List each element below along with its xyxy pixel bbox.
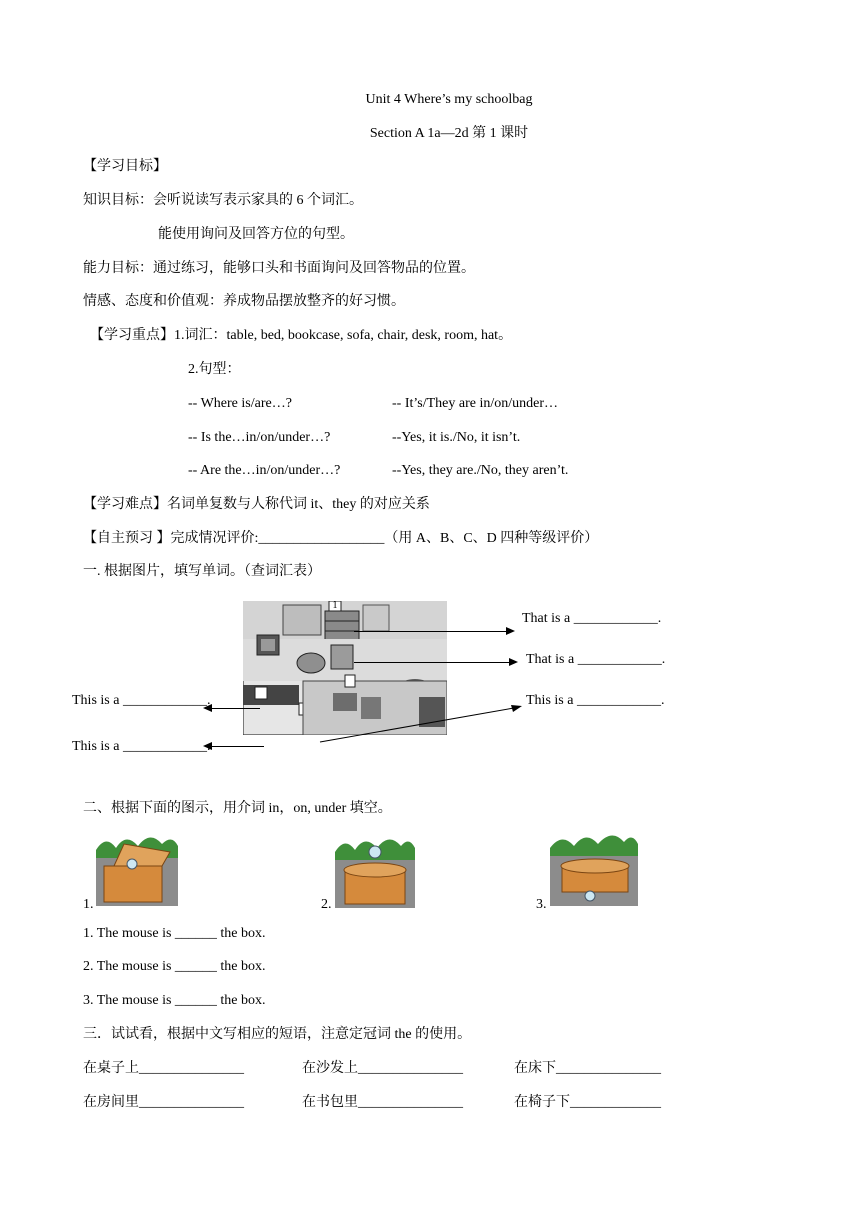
attitude-objective: 情感、态度和价值观：养成物品摆放整齐的好习惯。 bbox=[83, 294, 405, 309]
box-picture-under bbox=[550, 828, 638, 906]
section3-title: 三．试试看，根据中文写相应的短语，注意定冠词 the 的使用。 bbox=[83, 1027, 472, 1042]
pattern-question-3: -- Are the…in/on/under…? bbox=[188, 463, 341, 478]
phrase-item: 在床下_______________ bbox=[514, 1061, 661, 1076]
arrow-line-4 bbox=[212, 708, 260, 709]
preview-evaluation: 【自主预习 】完成情况评价:__________________（用 A、B、C、D 四种等级评价） bbox=[83, 531, 599, 546]
phrase-item: 在沙发上_______________ bbox=[302, 1061, 463, 1076]
box-label-2: 2. bbox=[321, 897, 332, 912]
question-3: 3. The mouse is ______ the box. bbox=[83, 993, 266, 1008]
ability-objective: 能力目标：通过练习，能够口头和书面询问及回答物品的位置。 bbox=[83, 261, 475, 276]
arrow-diagonal bbox=[318, 700, 524, 746]
objectives-heading: 【学习目标】 bbox=[83, 159, 167, 174]
pattern-question-1: -- Where is/are…? bbox=[188, 396, 292, 411]
box-label-1: 1. bbox=[83, 897, 94, 912]
question-2: 2. The mouse is ______ the box. bbox=[83, 959, 266, 974]
knowledge-objective: 知识目标：会听说读写表示家具的 6 个词汇。 bbox=[83, 193, 363, 208]
phrase-item: 在桌子上_______________ bbox=[83, 1061, 244, 1076]
arrow-line-2 bbox=[354, 662, 509, 663]
pattern-answer-2: --Yes, it is./No, it isn’t. bbox=[392, 430, 521, 445]
pattern-question-2: -- Is the…in/on/under…? bbox=[188, 430, 331, 445]
section2-title: 二、根据下面的图示，用介词 in，on, under 填空。 bbox=[83, 801, 392, 816]
box-picture-in bbox=[96, 830, 178, 906]
sentence-left-1: This is a ____________. bbox=[72, 693, 211, 708]
picture-number-label: 1 bbox=[332, 600, 338, 611]
sentence-right-3: This is a ____________. bbox=[526, 693, 665, 708]
sentence-right-1: That is a ____________. bbox=[522, 611, 662, 626]
phrase-item: 在书包里_______________ bbox=[302, 1095, 463, 1110]
arrow-head-1 bbox=[506, 627, 515, 635]
box-picture-on bbox=[335, 830, 415, 908]
phrase-item: 在椅子下_____________ bbox=[514, 1095, 661, 1110]
arrow-line-1 bbox=[354, 631, 506, 632]
arrow-head-2 bbox=[509, 658, 518, 666]
page-subtitle: Section A 1a—2d 第 1 课时 bbox=[369, 126, 529, 141]
sentence-left-2: This is a ____________. bbox=[72, 739, 211, 754]
page-title: Unit 4 Where’s my schoolbag bbox=[365, 92, 533, 107]
section1-title: 一. 根据图片，填写单词。（查词汇表） bbox=[83, 564, 321, 579]
pattern-answer-3: --Yes, they are./No, they aren’t. bbox=[392, 463, 569, 478]
arrow-line-5 bbox=[212, 746, 264, 747]
pattern-answer-1: -- It’s/They are in/on/under… bbox=[392, 396, 559, 411]
keypoints-sentence-label: 2.句型： bbox=[188, 362, 241, 377]
keypoints-vocab: 【学习重点】1.词汇：table, bed, bookcase, sofa, chair, desk, room, hat。 bbox=[90, 328, 513, 343]
knowledge-objective-2: 能使用询问及回答方位的句型。 bbox=[158, 227, 354, 242]
difficulty: 【学习难点】名词单复数与人称代词 it、they 的对应关系 bbox=[83, 497, 430, 512]
box-label-3: 3. bbox=[536, 897, 547, 912]
sentence-right-2: That is a ____________. bbox=[526, 652, 666, 667]
phrase-item: 在房间里_______________ bbox=[83, 1095, 244, 1110]
question-1: 1. The mouse is ______ the box. bbox=[83, 926, 266, 941]
